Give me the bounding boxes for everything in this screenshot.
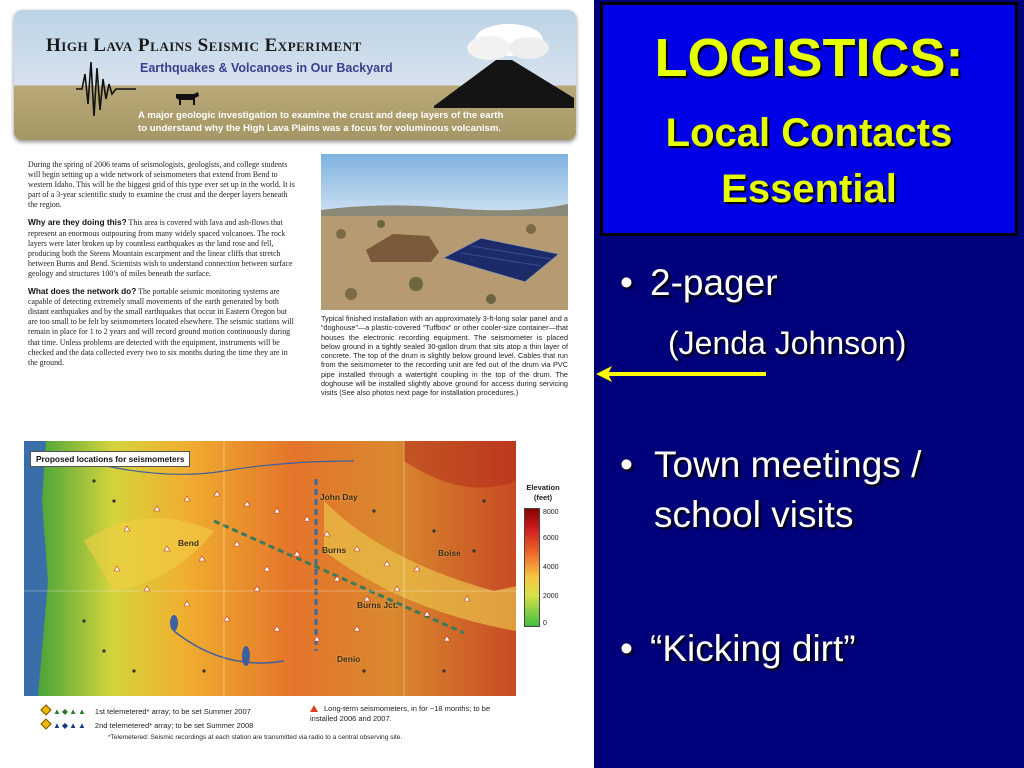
red-triangle-icon	[310, 705, 318, 712]
banner-description-line: A major geologic investigation to examine the crust and deep layers of the earth	[138, 110, 504, 121]
what-paragraph	[28, 286, 298, 368]
bullet-dot-icon: •	[620, 444, 633, 485]
bullet-item	[620, 624, 856, 674]
slide-title-box	[600, 2, 1018, 236]
town-label: Boise	[438, 548, 461, 558]
bullet-item	[620, 440, 1010, 540]
elevation-tick: 2000	[543, 593, 559, 600]
seismogram-graphic	[76, 54, 136, 124]
bullet-dot-icon: •	[620, 628, 633, 669]
banner-subtitle: Earthquakes & Volcanoes in Our Backyard	[140, 61, 393, 75]
what-heading: What does the network do?	[28, 286, 137, 297]
document-banner	[14, 10, 576, 140]
banner-title: High Lava Plains Seismic Experiment	[46, 35, 362, 56]
bullet-text: 2-pager	[650, 262, 778, 303]
cow-silhouette	[174, 90, 200, 106]
map-legend	[24, 700, 564, 764]
installation-photo	[321, 154, 568, 310]
legend-text: Long-term seismometers, in for ~18 months; to be installed 2006 and 2007.	[310, 704, 491, 723]
station-symbols-icon: ▲◆▲▲	[53, 721, 87, 730]
legend-text: 2nd telemetered* array; to be set Summer 2008	[94, 721, 254, 730]
bullet-subtext: (Jenda Johnson)	[668, 325, 907, 361]
legend-footnote: *Telemetered: Seismic recordings at each station are transmitted via radio to a central observing site.	[108, 734, 403, 741]
elevation-label: Elevation (feet)	[526, 483, 560, 502]
town-label: Bend	[178, 538, 199, 548]
town-label: Burns Jct.	[357, 600, 398, 610]
town-label: Burns	[322, 545, 347, 555]
document-body-text	[28, 160, 298, 375]
legend-text: 1st telemetered* array; to be set Summer 2007	[94, 707, 251, 716]
diamond-marker-icon	[40, 718, 51, 729]
town-label: Denio	[337, 654, 361, 664]
why-text: This area is covered with lava and ash-flows that represent an enormous outpouring from many widely spaced volcanoes. The rock layers were later broken up by countless earthquakes as the land rose and fell, producing both the Steens Mountain escarpment and the linear cliffs that stretch between Burns and Bend. Scientists wish to understand connection between surface geology and structures 100’s of miles beneath the surface.	[28, 218, 293, 278]
slide-subtitle-line: Local Contacts	[665, 111, 953, 155]
legend-row-long-term	[310, 704, 510, 724]
legend-row-second-array	[40, 720, 253, 730]
slide-title: LOGISTICS:	[654, 28, 964, 88]
diamond-marker-icon	[40, 704, 51, 715]
slide-subtitle-line: Essential	[721, 167, 897, 211]
why-paragraph	[28, 217, 298, 279]
seismometer-map	[24, 441, 516, 696]
bullet-item	[620, 258, 778, 308]
map-title: Proposed locations for seismometers	[30, 451, 190, 467]
elevation-tick: 6000	[543, 535, 559, 542]
bullet-dot-icon: •	[620, 262, 633, 303]
volcano-graphic	[434, 18, 574, 108]
what-text: The portable seismic monitoring systems are capable of detecting extremely small movements of the earth generated by both distant earthquakes and by the small earthquakes that occur in Eastern Oregon but are too small to be felt by seismometers located elsewhere. The seismic stations will remain in place for 1 to 2 years and will record ground motion continuously during that time. Unless problems are detected with the equipment, instruments will be checked and the data collected every two to six months during the time they are in the ground.	[28, 287, 294, 367]
photo-caption: Typical finished installation with an approximately 3-ft-long solar panel and a “doghouse”—a plastic-covered “Tuffbox” or other cooler-size container—that houses the electronic recording equipment. The seismometer is placed below ground in a tightly sealed 30-gallon drum that sits atop a thin layer of concrete. The top of the drum is slightly below ground level. Cables that run from the seismometer to the recording unit are fed out of the drum via PVC pipe installed through a watertight coupling in the top of the drum. The doghouse will be installed slightly above ground for access during servicing visits (See also photos next page for installation procedures.)	[321, 314, 568, 398]
elevation-tick: 0	[543, 620, 547, 627]
why-heading: Why are they doing this?	[28, 217, 127, 228]
elevation-color-bar	[524, 508, 540, 627]
elevation-tick: 4000	[543, 564, 559, 571]
banner-description-line: to understand why the High Lava Plains was a focus for voluminous volcanism.	[138, 123, 502, 134]
pointer-arrow-icon	[594, 364, 770, 384]
town-label: John Day	[320, 492, 358, 502]
bullet-text: Town meetings / school visits	[654, 444, 922, 535]
banner-description	[138, 109, 503, 135]
station-symbols-icon: ▲◆▲▲	[53, 707, 87, 716]
elevation-tick: 8000	[543, 509, 559, 516]
intro-paragraph: During the spring of 2006 teams of seismologists, geologists, and college students will begin setting up a wide network of seismometers that extend from Bend to western Idaho. This will be the biggest grid of this type ever set up in the world. It is part of a 3-year scientific study to examine the crust and the deeper layers beneath the region.	[28, 160, 295, 210]
bullet-text: “Kicking dirt”	[650, 628, 856, 669]
legend-row-first-array	[40, 706, 251, 716]
